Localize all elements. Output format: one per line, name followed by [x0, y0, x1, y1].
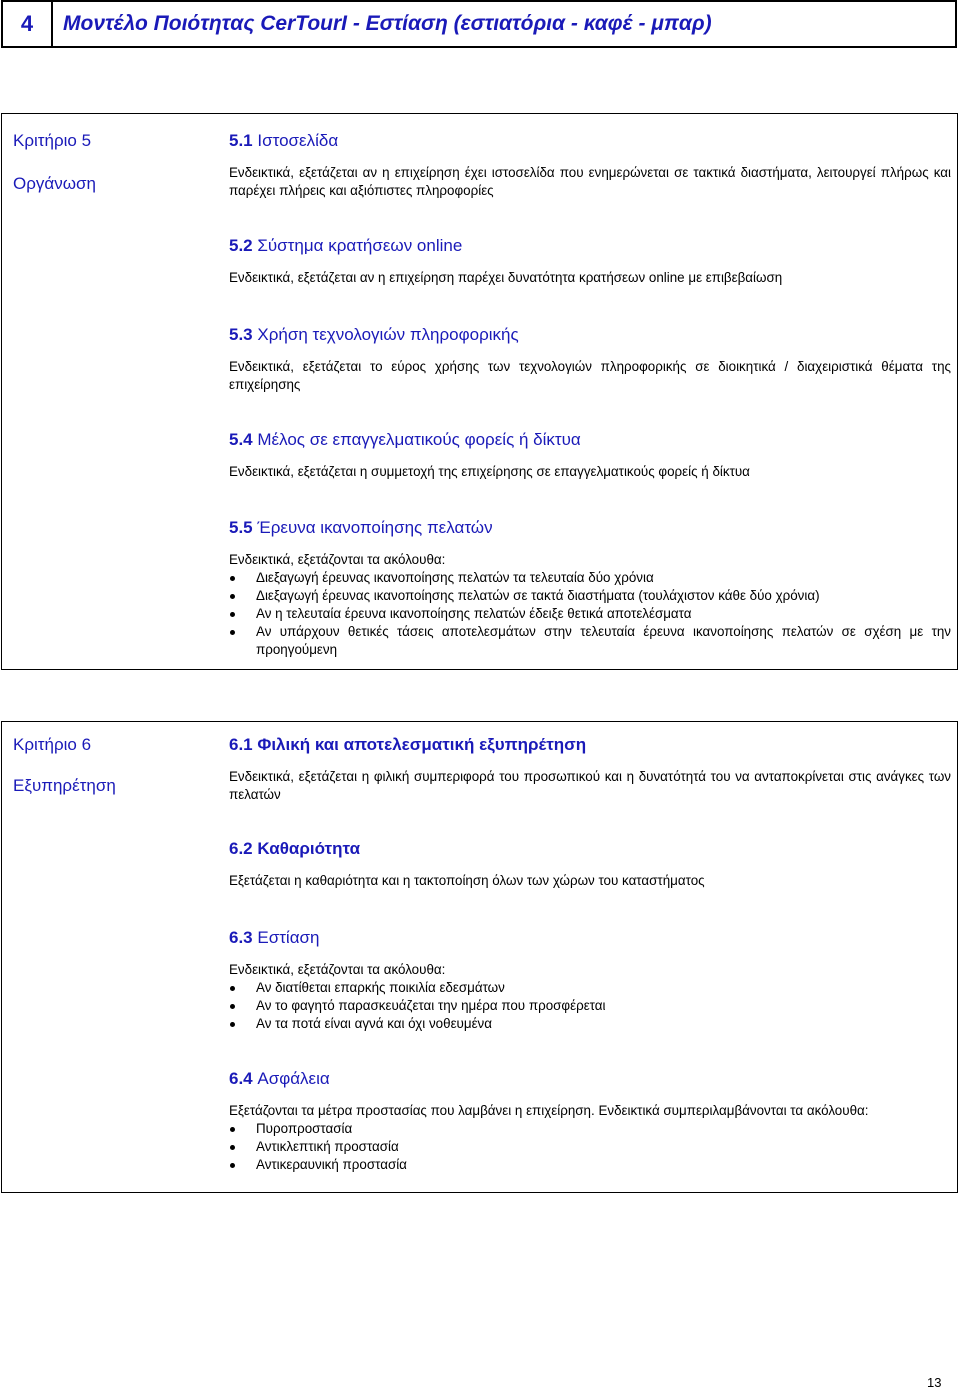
subsection-number: 5.5 [229, 518, 253, 537]
subsection-6-4 [229, 1069, 951, 1174]
subsection-text: Ενδεικτικά, εξετάζεται η συμμετοχή της επιχείρησης σε επαγγελματικούς φορείς ή δίκτυα [229, 464, 750, 479]
subsection-5-5 [229, 518, 951, 659]
list-item: Αν τα ποτά είναι αγνά και όχι νοθευμένα [229, 1015, 951, 1033]
subsection-heading [229, 1069, 951, 1089]
subsection-6-1 [229, 735, 951, 804]
subsection-number: 5.2 [229, 236, 253, 255]
subsection-title: Έρευνα ικανοποίησης πελατών [257, 518, 493, 537]
criterion-label: Κριτήριο 6 [13, 735, 92, 754]
subsection-text: Ενδεικτικά, εξετάζεται αν η επιχείρηση έχει ιστοσελίδα που ενημερώνεται σε τακτικά διαστήματα, λειτουργεί πλήρως και παρέχει πλήρεις και αξιόπιστες πληροφορίες [229, 165, 951, 198]
subsection-title: Ασφάλεια [257, 1069, 330, 1088]
subsection-number: 6.1 [229, 735, 253, 754]
criterion-name: Εξυπηρέτηση [13, 776, 116, 795]
subsection-number: 5.1 [229, 131, 253, 150]
subsection-title: Εστίαση [257, 928, 320, 947]
subsection-heading [229, 839, 951, 859]
subsection-heading [229, 430, 951, 450]
list-item: Αν υπάρχουν θετικές τάσεις αποτελεσμάτων στην τελευταία έρευνα ικανοποίησης πελατών σε σχέση με την προηγούμενη [229, 623, 951, 659]
subsection-text: Εξετάζεται η καθαριότητα και η τακτοποίηση όλων των χώρων του καταστήματος [229, 873, 705, 888]
subsection-number: 5.3 [229, 325, 253, 344]
subsection-text: Ενδεικτικά, εξετάζεται το εύρος χρήσης των τεχνολογιών πληροφορικής σε διοικητικά / διαχειριστικά θέματα της επιχείρησης [229, 359, 951, 392]
subsection-heading [229, 928, 951, 948]
bullet-icon [230, 1022, 235, 1027]
subsection-6-3 [229, 928, 951, 1033]
bullet-list [229, 569, 951, 659]
section-number: 4 [3, 2, 53, 46]
bullet-icon [230, 1145, 235, 1150]
subsection-text: Ενδεικτικά, εξετάζεται η φιλική συμπεριφορά του προσωπικού και η δυνατότητά του να ανταποκρίνεται στις ανάγκες των πελατών [229, 769, 951, 802]
subsection-text: Ενδεικτικά, εξετάζονται τα ακόλουθα: [229, 962, 446, 977]
bullet-list [229, 979, 951, 1033]
subsection-5-3 [229, 325, 951, 394]
subsection-number: 6.2 [229, 839, 253, 858]
subsection-5-4 [229, 430, 951, 481]
bullet-icon [230, 1127, 235, 1132]
subsection-text: Εξετάζονται τα μέτρα προστασίας που λαμβάνει η επιχείρηση. Ενδεικτικά συμπεριλαμβάνονται τα ακόλουθα: [229, 1103, 869, 1118]
subsection-heading [229, 325, 951, 345]
bullet-icon [230, 576, 235, 581]
subsection-text: Ενδεικτικά, εξετάζεται αν η επιχείρηση παρέχει δυνατότητα κρατήσεων online με επιβεβαίωση [229, 270, 783, 285]
subsection-text: Ενδεικτικά, εξετάζονται τα ακόλουθα: [229, 552, 446, 567]
section-header [1, 0, 957, 48]
subsection-title: Καθαριότητα [257, 839, 361, 858]
list-item: Αντικεραυνική προστασία [229, 1156, 951, 1174]
subsection-5-1 [229, 131, 951, 200]
subsection-heading [229, 735, 951, 755]
subsection-title: Μέλος σε επαγγελματικούς φορείς ή δίκτυα [257, 430, 581, 449]
page-number: 13 [927, 1375, 942, 1390]
subsection-number: 5.4 [229, 430, 253, 449]
list-item: Διεξαγωγή έρευνας ικανοποίησης πελατών τα τελευταία δύο χρόνια [229, 569, 951, 587]
section-title: Μοντέλο Ποιότητας CerTourI - Εστίαση (εστιατόρια - καφέ - μπαρ) [63, 12, 712, 35]
bullet-icon [230, 612, 235, 617]
list-item: Αν η τελευταία έρευνα ικανοποίησης πελατών έδειξε θετικά αποτελέσματα [229, 605, 951, 623]
list-item: Διεξαγωγή έρευνας ικανοποίησης πελατών σε τακτά διαστήματα (τουλάχιστον κάθε δύο χρόνια) [229, 587, 951, 605]
criterion-label: Κριτήριο 5 [13, 131, 92, 150]
subsection-number: 6.4 [229, 1069, 253, 1088]
subsection-heading [229, 236, 951, 256]
bullet-list [229, 1120, 951, 1174]
bullet-icon [230, 594, 235, 599]
subsection-number: 6.3 [229, 928, 253, 947]
criterion-5-table [1, 113, 958, 670]
criterion-6-table [1, 721, 958, 1193]
list-item: Αν το φαγητό παρασκευάζεται την ημέρα που προσφέρεται [229, 997, 951, 1015]
subsection-heading [229, 518, 951, 538]
list-item: Αν διατίθεται επαρκής ποικιλία εδεσμάτων [229, 979, 951, 997]
subsection-heading [229, 131, 951, 151]
bullet-icon [230, 986, 235, 991]
subsection-title: Φιλική και αποτελεσματική εξυπηρέτηση [257, 735, 587, 754]
list-item: Πυροπροστασία [229, 1120, 951, 1138]
subsection-5-2 [229, 236, 951, 287]
criterion-name: Οργάνωση [13, 174, 96, 193]
bullet-icon [230, 1004, 235, 1009]
bullet-icon [230, 1163, 235, 1168]
subsection-6-2 [229, 839, 951, 890]
bullet-icon [230, 630, 235, 635]
subsection-title: Σύστημα κρατήσεων online [257, 236, 463, 255]
subsection-title: Ιστοσελίδα [257, 131, 339, 150]
list-item: Αντικλεπτική προστασία [229, 1138, 951, 1156]
subsection-title: Χρήση τεχνολογιών πληροφορικής [257, 325, 519, 344]
